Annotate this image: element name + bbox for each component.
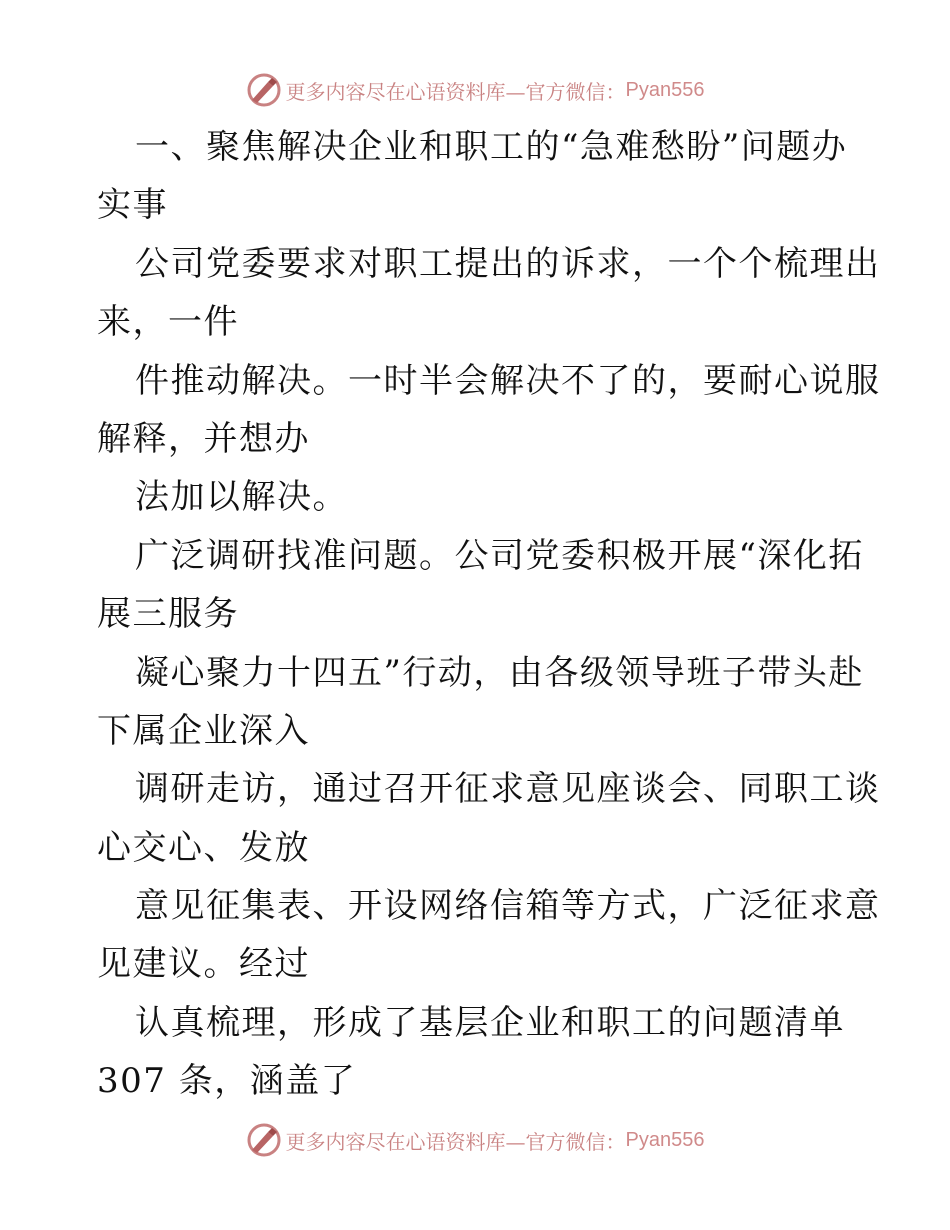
watermark-text: 更多内容尽在心语资料库—官方微信： <box>285 1129 626 1154</box>
text-line: 调研走访，通过召开征求意见座谈会、同职工谈 <box>135 769 881 810</box>
text-line: 来，一件 <box>97 302 239 343</box>
text-line: 展三服务 <box>97 594 239 635</box>
text-line: 心交心、发放 <box>97 827 310 868</box>
text-line: 件推动解决。一时半会解决不了的，要耐心说服 <box>135 360 881 401</box>
text-line: 凝心聚力十四五”行动，由各级领导班子带头赴 <box>135 652 864 693</box>
body-text <box>97 118 881 1111</box>
text-line: 见建议。经过 <box>97 944 310 985</box>
text-line: 实事 <box>97 185 168 226</box>
text-line: 307 条，涵盖了 <box>97 1061 357 1102</box>
text-line: 认真梳理，形成了基层企业和职工的问题清单 <box>135 1002 845 1043</box>
pen-logo-icon <box>246 72 282 108</box>
text-line: 解释，并想办 <box>97 418 310 459</box>
text-line: 公司党委要求对职工提出的诉求，一个个梳理出 <box>135 243 881 284</box>
text-line: 广泛调研找准问题。公司党委积极开展“深化拓 <box>135 535 864 576</box>
text-line: 下属企业深入 <box>97 710 310 751</box>
watermark-text: 更多内容尽在心语资料库—官方微信： <box>285 79 626 104</box>
text-line: 一、聚焦解决企业和职工的“急难愁盼”问题办 <box>135 127 848 167</box>
text-line: 意见征集表、开设网络信箱等方式，广泛征求意 <box>135 886 881 927</box>
pen-logo-icon <box>246 1122 282 1158</box>
text-line: 法加以解决。 <box>135 477 348 518</box>
watermark-footer <box>0 1120 950 1160</box>
watermark-handle: Pyan556 <box>625 78 705 101</box>
watermark-handle: Pyan556 <box>625 1128 705 1151</box>
watermark-header <box>0 70 950 110</box>
